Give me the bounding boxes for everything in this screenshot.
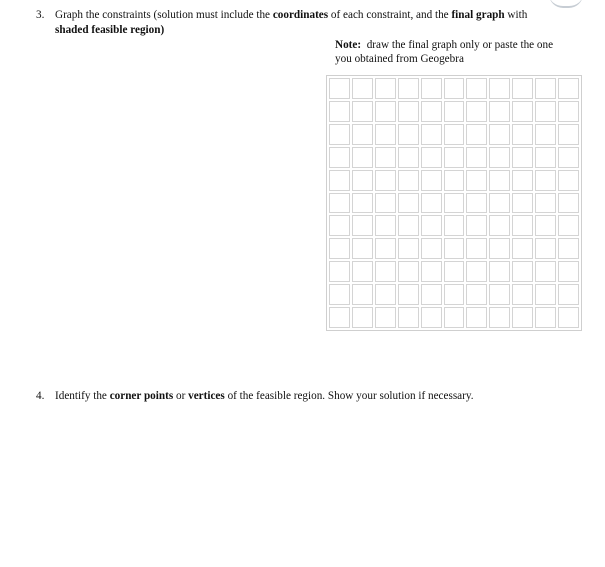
q3-emphasis-coordinates: coordinates	[272, 9, 329, 21]
grid-cell	[375, 284, 396, 305]
grid-cell	[398, 170, 419, 191]
grid-cell	[421, 215, 442, 236]
grid-cell	[375, 193, 396, 214]
grid-cell	[535, 78, 556, 99]
grid-cell	[489, 261, 510, 282]
grid-cell	[466, 147, 487, 168]
grid-cell	[444, 147, 465, 168]
q3-text-part: Graph the constraints (solution must include the	[55, 9, 273, 21]
grid-cell	[352, 261, 373, 282]
grid-cell	[558, 101, 579, 122]
graph-grid[interactable]	[326, 75, 582, 331]
grid-cell	[466, 101, 487, 122]
grid-cell	[444, 193, 465, 214]
grid-cell	[421, 147, 442, 168]
grid-cell	[489, 147, 510, 168]
grid-cell	[375, 101, 396, 122]
grid-cell	[444, 170, 465, 191]
q4-text-part: of the feasible region. Show your solution if necessary.	[224, 390, 474, 402]
grid-cell	[466, 238, 487, 259]
q3-text-part: with	[504, 9, 528, 21]
grid-cell	[558, 124, 579, 145]
q4-emphasis-vertices: vertices	[188, 390, 225, 402]
grid-cell	[512, 78, 533, 99]
grid-cell	[329, 238, 350, 259]
grid-cell	[421, 78, 442, 99]
grid-cell	[444, 261, 465, 282]
grid-cell	[444, 284, 465, 305]
grid-cell	[329, 215, 350, 236]
grid-cell	[444, 215, 465, 236]
question-4-text	[55, 389, 584, 404]
question-4	[36, 389, 584, 404]
grid-cell	[512, 284, 533, 305]
q4-text-part: Identify the	[55, 390, 110, 402]
grid-cell	[558, 307, 579, 328]
grid-cell	[352, 238, 373, 259]
grid-cell	[535, 307, 556, 328]
grid-cell	[421, 193, 442, 214]
grid-cell	[375, 307, 396, 328]
grid-cell	[352, 124, 373, 145]
grid-cell	[489, 284, 510, 305]
grid-cell	[535, 261, 556, 282]
grid-cell	[398, 193, 419, 214]
grid-cell	[421, 307, 442, 328]
grid-cell	[489, 101, 510, 122]
grid-cell	[352, 307, 373, 328]
note-text: you obtained from Geogebra	[335, 53, 464, 65]
grid-cell	[398, 78, 419, 99]
grid-cell	[329, 193, 350, 214]
grid-cell	[421, 101, 442, 122]
grid-cell	[352, 101, 373, 122]
grid-cell	[512, 215, 533, 236]
grid-cell	[398, 307, 419, 328]
grid-cell	[535, 215, 556, 236]
grid-cell	[352, 170, 373, 191]
q3-emphasis-shaded-region: shaded feasible region)	[55, 23, 165, 36]
question-4-number: 4.	[36, 390, 45, 402]
grid-cell	[398, 124, 419, 145]
grid-cell	[535, 238, 556, 259]
grid-cell	[352, 215, 373, 236]
grid-cell	[558, 170, 579, 191]
grid-cell	[329, 78, 350, 99]
grid-cell	[558, 78, 579, 99]
grid-cell	[398, 238, 419, 259]
grid-cell	[329, 147, 350, 168]
grid-cell	[375, 78, 396, 99]
grid-cell	[329, 307, 350, 328]
grid-cell	[444, 78, 465, 99]
grid-cell	[329, 170, 350, 191]
grid-cell	[512, 261, 533, 282]
grid-cell	[489, 238, 510, 259]
grid-cell	[375, 238, 396, 259]
grid-cell	[421, 124, 442, 145]
grid-cell	[535, 284, 556, 305]
grid-cell	[398, 261, 419, 282]
grid-cell	[375, 261, 396, 282]
grid-cell	[466, 307, 487, 328]
grid-cell	[558, 147, 579, 168]
q4-text-part: or	[173, 390, 189, 402]
grid-cell	[398, 147, 419, 168]
grid-cell	[375, 124, 396, 145]
grid-cell	[512, 124, 533, 145]
grid-cell	[535, 147, 556, 168]
grid-cell	[398, 284, 419, 305]
grid-cell	[512, 147, 533, 168]
note-label: Note:	[335, 39, 362, 51]
grid-cell	[375, 147, 396, 168]
grid-cell	[535, 101, 556, 122]
grid-cell	[466, 170, 487, 191]
question-3-number: 3.	[36, 9, 45, 21]
grid-cell	[512, 170, 533, 191]
grid-cell	[329, 101, 350, 122]
grid-cell	[444, 124, 465, 145]
grid-cell	[352, 78, 373, 99]
grid-cell	[512, 101, 533, 122]
grid-cell	[444, 101, 465, 122]
grid-cell	[421, 284, 442, 305]
grid-cell	[466, 261, 487, 282]
grid-cell	[558, 215, 579, 236]
grid-cell	[329, 261, 350, 282]
grid-cell	[421, 261, 442, 282]
grid-cell	[558, 261, 579, 282]
grid-cell	[489, 193, 510, 214]
grid-cell	[512, 307, 533, 328]
grid-cell	[398, 215, 419, 236]
grid-cell	[489, 78, 510, 99]
grid-cell	[466, 78, 487, 99]
grid-cell	[352, 193, 373, 214]
note-text: draw the final graph only or paste the one	[361, 39, 554, 51]
grid-cell	[444, 238, 465, 259]
grid-cell	[558, 193, 579, 214]
grid-cell	[329, 124, 350, 145]
grid-cell	[444, 307, 465, 328]
grid-cell	[535, 170, 556, 191]
decorative-arc	[549, 0, 583, 8]
question-3	[36, 8, 584, 37]
grid-cell	[489, 307, 510, 328]
note-block	[335, 38, 595, 66]
q4-emphasis-corner-points: corner points	[109, 390, 174, 402]
grid-cell	[489, 170, 510, 191]
grid-cell	[352, 147, 373, 168]
q3-emphasis-final-graph: final graph	[451, 9, 505, 21]
question-3-text	[55, 8, 584, 37]
grid-cell	[375, 215, 396, 236]
grid-cell	[466, 215, 487, 236]
grid-cell	[558, 284, 579, 305]
grid-cell	[466, 193, 487, 214]
grid-cell	[421, 238, 442, 259]
q3-text-part: of each constraint, and the	[328, 9, 452, 21]
grid-cell	[375, 170, 396, 191]
grid-cell	[489, 215, 510, 236]
grid-cell	[421, 170, 442, 191]
grid-cell	[352, 284, 373, 305]
grid-cell	[558, 238, 579, 259]
grid-cell	[489, 124, 510, 145]
grid-cell	[512, 238, 533, 259]
grid-cell	[535, 124, 556, 145]
grid-cell	[466, 124, 487, 145]
grid-cell	[512, 193, 533, 214]
grid-cell	[466, 284, 487, 305]
grid-cell	[329, 284, 350, 305]
grid-cell	[398, 101, 419, 122]
grid-cell	[535, 193, 556, 214]
